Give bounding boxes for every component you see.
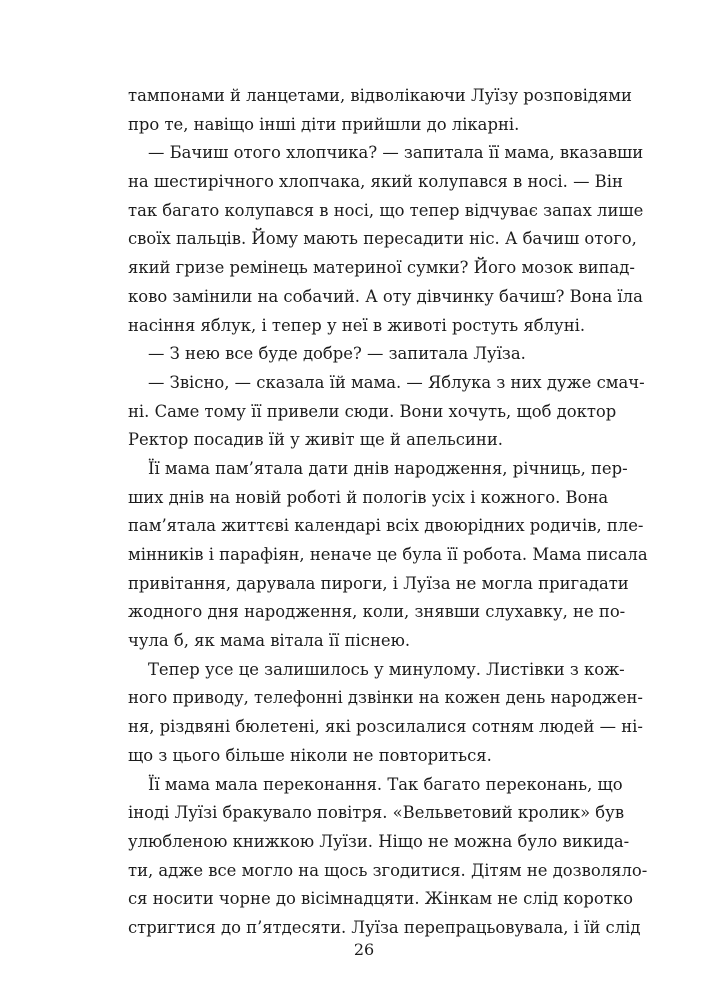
text-line: — З нею все буде добре? — запитала Луїза. [148,344,526,364]
paragraph [128,656,643,771]
text-line: чула б, як мама вітала її піснею. [128,631,411,651]
text-line: на шестирічного хлопчака, який колупався в носі. — Він [128,172,623,192]
text-line: привітання, дарувала пироги, і Луїза не могла пригадати [128,573,629,593]
text-line: так багато колупався в носі, що тепер відчуває запах лише [128,200,644,220]
book-page-body [128,82,648,943]
text-line: ся носити чорне до вісімнадцяти. Жінкам не слід коротко [128,889,633,909]
text-line: Тепер усе це залишилось у минулому. Листівки з кож- [148,659,625,679]
text-line: ня, різдвяні бюлетені, які розсилалися сотням людей — ні- [128,717,643,737]
paragraph [128,82,632,139]
text-line: що з цього більше ніколи не повториться. [128,745,492,765]
page-number: 26 [353,940,375,959]
text-line: стригтися до п’ятдесяти. Луїза перепрацьовувала, і їй слід [128,917,641,937]
text-line: мінників і парафіян, неначе це була її робота. Мама писала [128,545,648,564]
paragraph [128,139,644,340]
paragraph [128,455,648,656]
text-line: ти, адже все могло на щось згодитися. Дітям не дозволяло- [128,860,648,880]
text-line: ших днів на новій роботі й пологів усіх і кожного. Вона [128,487,609,507]
paragraph [128,340,602,369]
text-line: своїх пальців. Йому мають пересадити ніс. А бачиш отого, [128,229,637,249]
text-line: ні. Саме тому її привели сюди. Вони хочуть, щоб доктор [128,401,617,421]
paragraph [128,771,648,943]
text-line: жодного дня народження, коли, знявши слухавку, не по- [128,602,626,622]
text-line: пам’ятала життєві календарі всіх двоюрідних родичів, пле- [128,516,644,536]
text-line: Її мама пам’ятала дати днів народження, річниць, пер- [148,458,628,478]
paragraph [128,369,645,455]
text-line: — Звісно, — сказала їй мама. — Яблука з них дуже смач- [148,372,645,392]
text-line: тампонами й ланцетами, відволікаючи Луїзу розповідями [128,86,632,105]
text-line: про те, навіщо інші діти прийшли до лікарні. [128,114,520,134]
text-line: Ректор посадив їй у живіт ще й апельсини. [128,430,503,450]
text-line: ного приводу, телефонні дзвінки на кожен день народжен- [128,688,643,708]
text-line: насіння яблук, і тепер у неї в животі ростуть яблуні. [128,315,586,335]
text-line: улюбленою книжкою Луїзи. Ніщо не можна було викида- [128,831,630,851]
text-line: Її мама мала переконання. Так багато переконань, що [148,774,623,794]
text-line: — Бачиш отого хлопчика? — запитала її мама, вказавши [148,143,644,163]
text-line: ково замінили на собачий. А оту дівчинку бачиш? Вона їла [128,286,643,306]
text-line: який гризе ремінець материної сумки? Його мозок випад- [128,258,635,278]
text-line: іноді Луїзі бракувало повітря. «Вельветовий кролик» був [128,803,625,823]
